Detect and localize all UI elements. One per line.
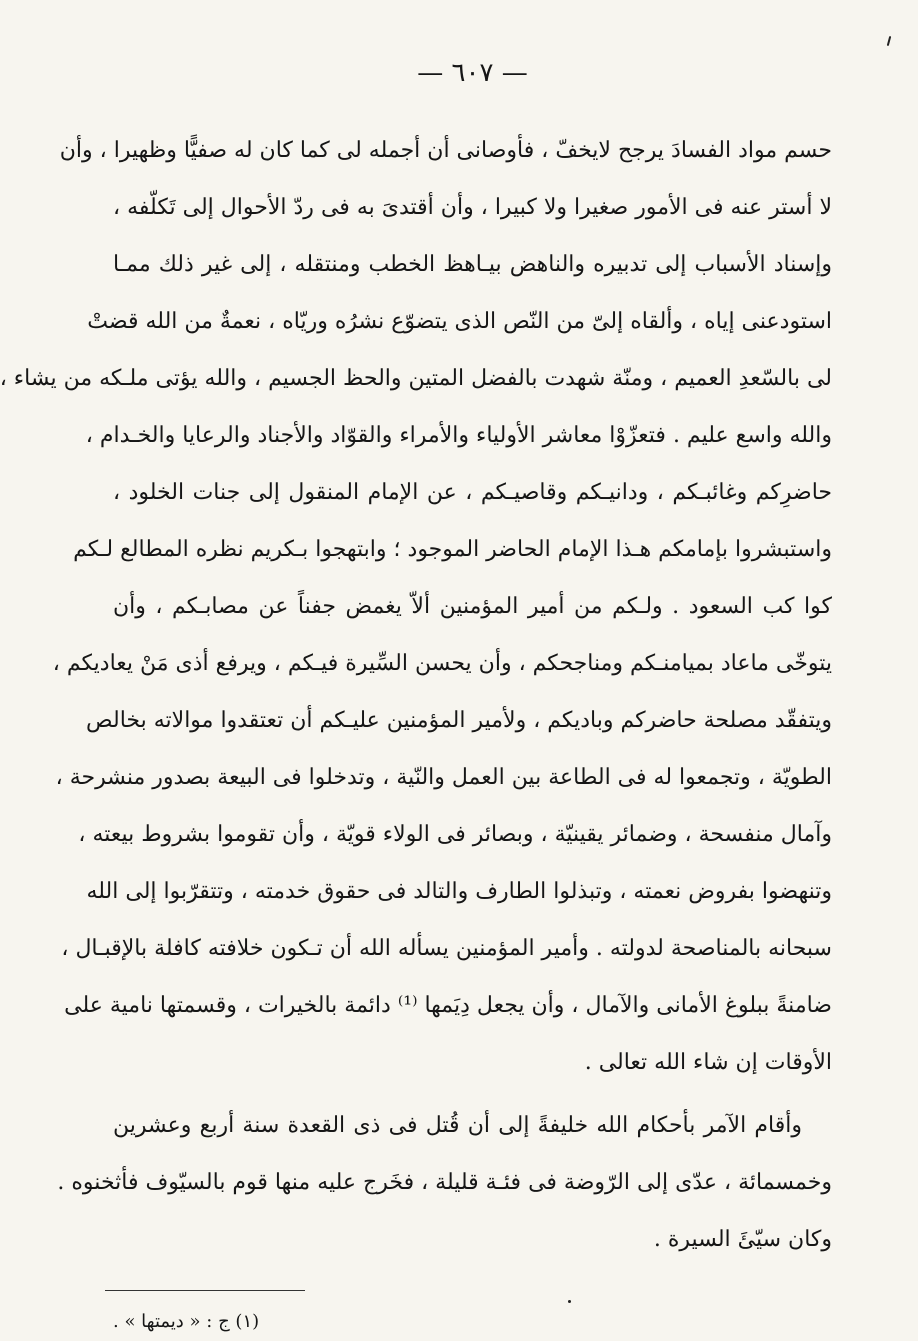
text-line: والله واسع عليم . فتعزّوْا معاشر الأولياء والأمراء والقوّاد والأجناد والرعايا والخـدام ، — [85, 423, 832, 448]
text-line: لى بالسّعدِ العميم ، ومنّة شهدت بالفضل المتين والحظ الجسيم ، والله يؤتى ملـكه من يشاء ، — [0, 366, 832, 391]
text-line: كوا كب السعود . ولـكم من أمير المؤمنين ألاّ يغمض جفناً عن مصابـكم ، وأن — [113, 594, 832, 619]
paragraph-2 — [57, 1097, 832, 1268]
text-line: الأوقات إن شاء الله تعالى . — [584, 1050, 832, 1075]
text-line: ضامنةً ببلوغ الأمانى والآمال ، وأن يجعل دِيَمها ⁽¹⁾ دائمة بالخيرات ، وقسمتها نامية على — [64, 993, 832, 1018]
text-line: وخمسمائة ، عدّى إلى الرّوضة فى فئـة قليلة ، فخَرج عليه منها قوم بالسيّوف فأثخنوه . — [57, 1170, 832, 1195]
text-line: واستبشروا بإمامكم هـذا الإمام الحاضر الموجود ؛ وابتهجوا بـكريم نظره المطالع لـكم — [73, 537, 832, 562]
text-line: الطويّة ، وتجمعوا له فى الطاعة بين العمل والنّية ، وتدخلوا فى البيعة بصدور منشرحة ، — [55, 765, 832, 790]
text-line: وآمال منفسحة ، وضمائر يقينيّة ، وبصائر فى الولاء قويّة ، وأن تقوموا بشروط بيعته ، — [78, 822, 832, 847]
text-line: وكان سيّئَ السيرة . — [653, 1227, 832, 1252]
footnote — [113, 1307, 832, 1337]
page-number: — ٦٠٧ — — [417, 58, 528, 88]
text-line: حاضرِكم وغائبـكم ، ودانيـكم وقاصيـكم ، عن الإمام المنقول إلى جنات الخلود ، — [113, 480, 832, 505]
page-speck — [568, 1300, 571, 1303]
paragraph-1 — [0, 122, 832, 1091]
text-line: وإسناد الأسباب إلى تدبيره والناهض بيـاهظ الخطب ومنتقله ، إلى غير ذلك ممـا — [113, 252, 832, 277]
text-line: وتنهضوا بفروض نعمته ، وتبذلوا الطارف والتالد فى حقوق خدمته ، وتتقرّبوا إلى الله — [86, 879, 832, 904]
text-line: استودعنى إياه ، وألقاه إلىّ من النّص الذى يتضوّع نشرُه وريّاه ، نعمةٌ من الله قضتْ — [87, 309, 832, 334]
text-line: لا أستر عنه فى الأمور صغيرا ولا كبيرا ، وأن أقتدىَ به فى ردّ الأحوال إلى تَكلّفه ، — [113, 195, 832, 220]
text-line: سبحانه بالمناصحة لدولته . وأمير المؤمنين يسأله الله أن تـكون خلافته كافلة بالإقبـال ، — [61, 936, 832, 961]
text-line: وأقام الآمر بأحكام الله خليفةً إلى أن قُتل فى ذى القعدة سنة أربع وعشرين — [113, 1113, 802, 1138]
footnote-text: (١) ج : « ديمتها » . — [113, 1311, 260, 1332]
text-line: ويتفقّد مصلحة حاضركم وباديكم ، ولأمير المؤمنين عليـكم أن تعتقدوا موالاته بخالص — [86, 708, 832, 733]
text-line: حسم مواد الفسادَ يرجح لايخفّ ، فأوصانى أن أجمله لى كما كان له صفيًّا وظهيرا ، وأن — [59, 138, 832, 163]
footnote-divider — [105, 1290, 305, 1291]
text-line: يتوخّى ماعاد بميامنـكم ومناجحكم ، وأن يحسن السِّيرة فيـكم ، ويرفع أذى مَنْ يعاديكم ، — [52, 651, 832, 676]
